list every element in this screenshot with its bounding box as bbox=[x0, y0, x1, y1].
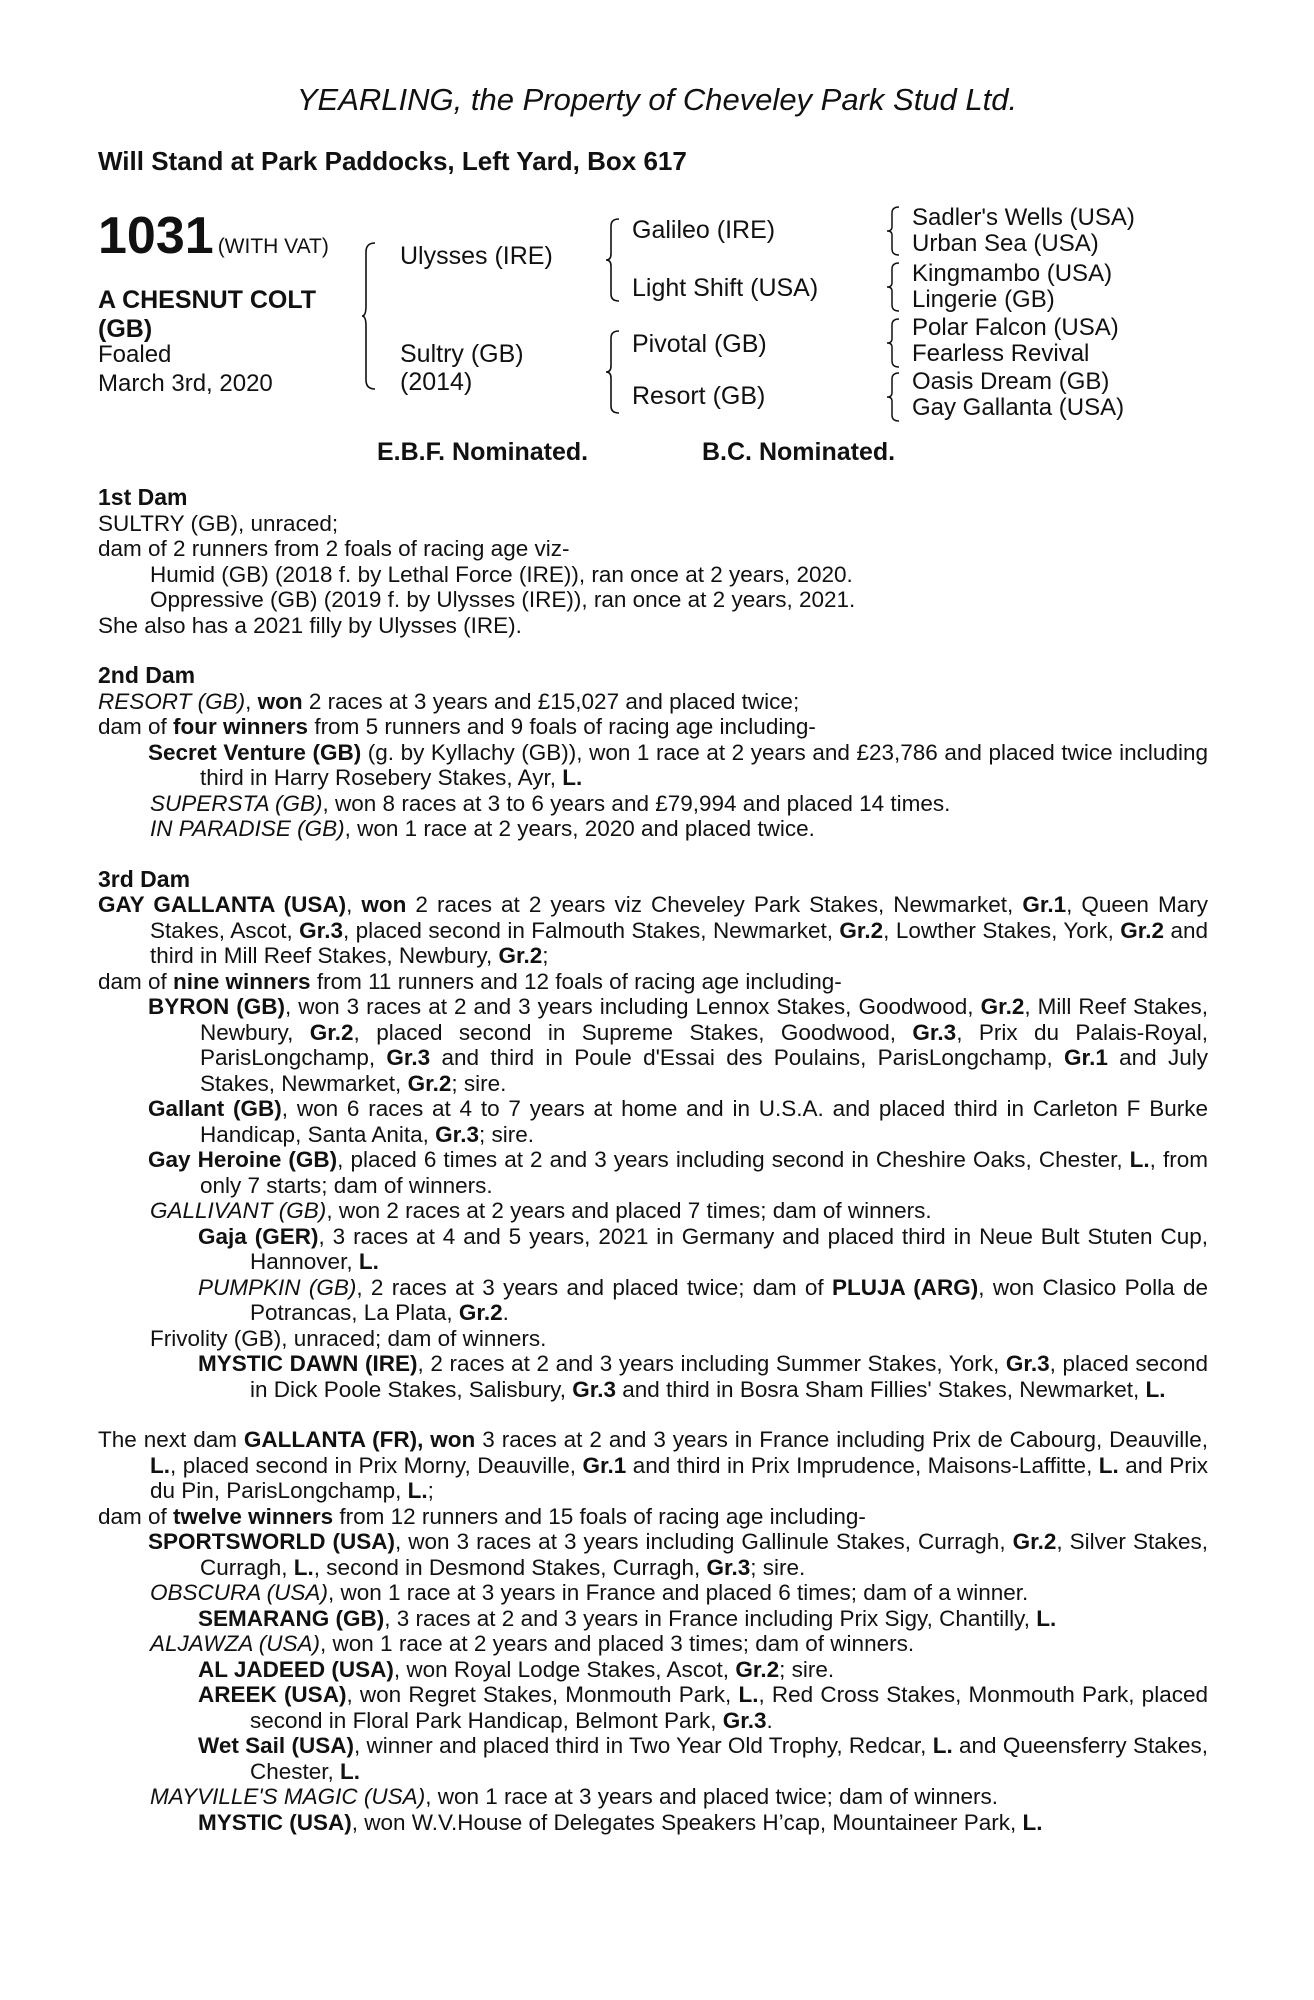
pedigree-gg7: Oasis Dream (GB) bbox=[912, 368, 1110, 395]
produce-entry: AREEK (USA), won Regret Stakes, Monmouth Park, L., Red Cross Stakes, Monmouth Park, placed second in Floral Park Handicap, Belmont Park, Gr.3. bbox=[198, 1682, 1208, 1733]
next-dam-line: dam of twelve winners from 12 runners and 15 foals of racing age including- bbox=[98, 1503, 866, 1529]
pedigree-sire-sire: Galileo (IRE) bbox=[632, 216, 776, 244]
produce-entry: Gay Heroine (GB), placed 6 times at 2 and 3 years including second in Cheshire Oaks, Chester, L., from only 7 starts; dam of winners. bbox=[148, 1147, 1208, 1198]
page-title: YEARLING, the Property of Cheveley Park Stud Ltd. bbox=[296, 82, 1018, 117]
second-dam-line: dam of four winners from 5 runners and 9 foals of racing age including- bbox=[98, 714, 816, 739]
first-dam-line: Humid (GB) (2018 f. by Lethal Force (IRE)), ran once at 2 years, 2020. bbox=[150, 561, 853, 587]
produce-entry: Frivolity (GB), unraced; dam of winners. bbox=[150, 1325, 547, 1351]
next-dam-line: The next dam GALLANTA (FR), won 3 races at 2 and 3 years in France including Prix de Cabourg, Deauville, L., placed second in Prix Morny, Deauville, Gr.1 and third in Prix Imprudence, Maisons-Laffitte, L. and Prix du Pin, ParisLongchamp, L.; bbox=[98, 1427, 1209, 1503]
produce-entry: Secret Venture (GB) (g. by Kyllachy (GB)), won 1 race at 2 years and £23,786 and placed twice including third in Harry Rosebery Stakes, Ayr, L. bbox=[148, 739, 1208, 790]
produce-entry: Gallant (GB), won 6 races at 4 to 7 years at home and in U.S.A. and placed third in Carleton F Burke Handicap, Santa Anita, Gr.3; sire. bbox=[148, 1096, 1208, 1147]
pedigree-dam: Sultry (GB) bbox=[400, 340, 524, 368]
bc-nomination: B.C. Nominated. bbox=[702, 438, 896, 466]
first-dam-line: dam of 2 runners from 2 foals of racing age viz- bbox=[98, 536, 570, 561]
pedigree-gg1: Sadler's Wells (USA) bbox=[912, 204, 1135, 231]
pedigree-sire-dam: Light Shift (USA) bbox=[632, 274, 819, 302]
lot-number: 1031 bbox=[98, 207, 214, 265]
produce-entry: PUMPKIN (GB), 2 races at 3 years and placed twice; dam of PLUJA (ARG), won Clasico Polla de Potrancas, La Plata, Gr.2. bbox=[198, 1274, 1208, 1325]
pedigree-brace-g2 bbox=[886, 262, 900, 312]
produce-entry: SEMARANG (GB), 3 races at 2 and 3 years in France including Prix Sigy, Chantilly, L. bbox=[198, 1605, 1057, 1631]
pedigree-dam-year: (2014) bbox=[400, 368, 473, 396]
produce-entry: IN PARADISE (GB), won 1 race at 2 years, 2020 and placed twice. bbox=[150, 816, 815, 841]
foaled-date: March 3rd, 2020 bbox=[98, 370, 273, 397]
pedigree-brace-main bbox=[362, 242, 376, 390]
pedigree-brace-g4 bbox=[886, 372, 900, 422]
third-dam-line: dam of nine winners from 11 runners and 12 foals of racing age including- bbox=[98, 968, 842, 994]
pedigree-dam-sire: Pivotal (GB) bbox=[632, 330, 767, 358]
stand-location: Will Stand at Park Paddocks, Left Yard, Box 617 bbox=[98, 146, 687, 176]
foaled-info bbox=[98, 340, 273, 398]
pedigree-brace-dam bbox=[606, 330, 620, 414]
pedigree-gg2: Urban Sea (USA) bbox=[912, 230, 1099, 257]
produce-entry: GALLIVANT (GB), won 2 races at 2 years and placed 7 times; dam of winners. bbox=[150, 1198, 932, 1223]
horse-description: A CHESNUT COLT (GB) bbox=[98, 286, 317, 343]
first-dam-heading: 1st Dam bbox=[98, 484, 188, 510]
second-dam-heading: 2nd Dam bbox=[98, 662, 196, 688]
produce-entry: Gaja (GER), 3 races at 4 and 5 years, 2021 in Germany and placed third in Neue Bult Stuten Cup, Hannover, L. bbox=[198, 1223, 1209, 1274]
pedigree-sire: Ulysses (IRE) bbox=[400, 242, 553, 270]
produce-entry: AL JADEED (USA), won Royal Lodge Stakes, Ascot, Gr.2; sire. bbox=[198, 1656, 835, 1682]
produce-entry: OBSCURA (USA), won 1 race at 3 years in France and placed 6 times; dam of a winner. bbox=[150, 1580, 1029, 1605]
third-dam-line: GAY GALLANTA (USA), won 2 races at 2 years viz Cheveley Park Stakes, Newmarket, Gr.1, Queen Mary Stakes, Ascot, Gr.3, placed second in Falmouth Stakes, Newmarket, Gr.2, Lowther Stakes, York, Gr.2 and third in Mill Reef Stakes, Newbury, Gr.2; bbox=[98, 892, 1208, 968]
pedigree-gg8: Gay Gallanta (USA) bbox=[912, 394, 1125, 421]
produce-entry: MYSTIC DAWN (IRE), 2 races at 2 and 3 years including Summer Stakes, York, Gr.3, placed second in Dick Poole Stakes, Salisbury, Gr.3 and third in Bosra Sham Fillies' Stakes, Newmarket, L. bbox=[198, 1351, 1208, 1402]
produce-entry: MYSTIC (USA), won W.V.House of Delegates Speakers H’cap, Mountaineer Park, L. bbox=[198, 1809, 1043, 1835]
produce-entry: ALJAWZA (USA), won 1 race at 2 years and placed 3 times; dam of winners. bbox=[150, 1631, 915, 1656]
pedigree-brace-g1 bbox=[886, 206, 900, 256]
third-dam-heading: 3rd Dam bbox=[98, 865, 191, 892]
vat-note: (WITH VAT) bbox=[217, 235, 329, 258]
pedigree-brace-g3 bbox=[886, 318, 900, 368]
produce-entry: SPORTSWORLD (USA), won 3 races at 3 years including Gallinule Stakes, Curragh, Gr.2, Silver Stakes, Curragh, L., second in Desmond Stakes, Curragh, Gr.3; sire. bbox=[148, 1529, 1208, 1580]
produce-entry: BYRON (GB), won 3 races at 2 and 3 years including Lennox Stakes, Goodwood, Gr.2, Mill Reef Stakes, Newbury, Gr.2, placed second in Supreme Stakes, Goodwood, Gr.3, Prix du Palais-Royal, ParisLongchamp, Gr.3 and third in Poule d'Essai des Poulains, ParisLongchamp, Gr.1 and July Stakes, Newmarket, Gr.2; sire. bbox=[148, 994, 1208, 1096]
produce-record bbox=[98, 485, 1208, 1835]
first-dam-line: Oppressive (GB) (2019 f. by Ulysses (IRE)), ran once at 2 years, 2021. bbox=[150, 587, 856, 612]
foaled-label: Foaled bbox=[98, 341, 172, 368]
first-dam-line: SULTRY (GB), unraced; bbox=[98, 510, 339, 536]
pedigree-dam-dam: Resort (GB) bbox=[632, 382, 766, 410]
second-dam-line: RESORT (GB), won 2 races at 3 years and £15,027 and placed twice; bbox=[98, 688, 800, 714]
pedigree-brace-sire bbox=[606, 218, 620, 302]
lot-number-block bbox=[98, 206, 329, 266]
produce-entry: Wet Sail (USA), winner and placed third in Two Year Old Trophy, Redcar, L. and Queensferry Stakes, Chester, L. bbox=[198, 1733, 1208, 1784]
pedigree-gg3: Kingmambo (USA) bbox=[912, 260, 1113, 287]
first-dam-line: She also has a 2021 filly by Ulysses (IRE). bbox=[98, 612, 522, 638]
produce-entry: SUPERSTA (GB), won 8 races at 3 to 6 years and £79,994 and placed 14 times. bbox=[150, 790, 951, 816]
pedigree-gg5: Polar Falcon (USA) bbox=[912, 314, 1119, 341]
pedigree-gg4: Lingerie (GB) bbox=[912, 286, 1055, 313]
produce-entry: MAYVILLE'S MAGIC (USA), won 1 race at 3 years and placed twice; dam of winners. bbox=[150, 1784, 998, 1809]
ebf-nomination: E.B.F. Nominated. bbox=[377, 438, 589, 466]
pedigree-gg6: Fearless Revival bbox=[912, 340, 1090, 367]
